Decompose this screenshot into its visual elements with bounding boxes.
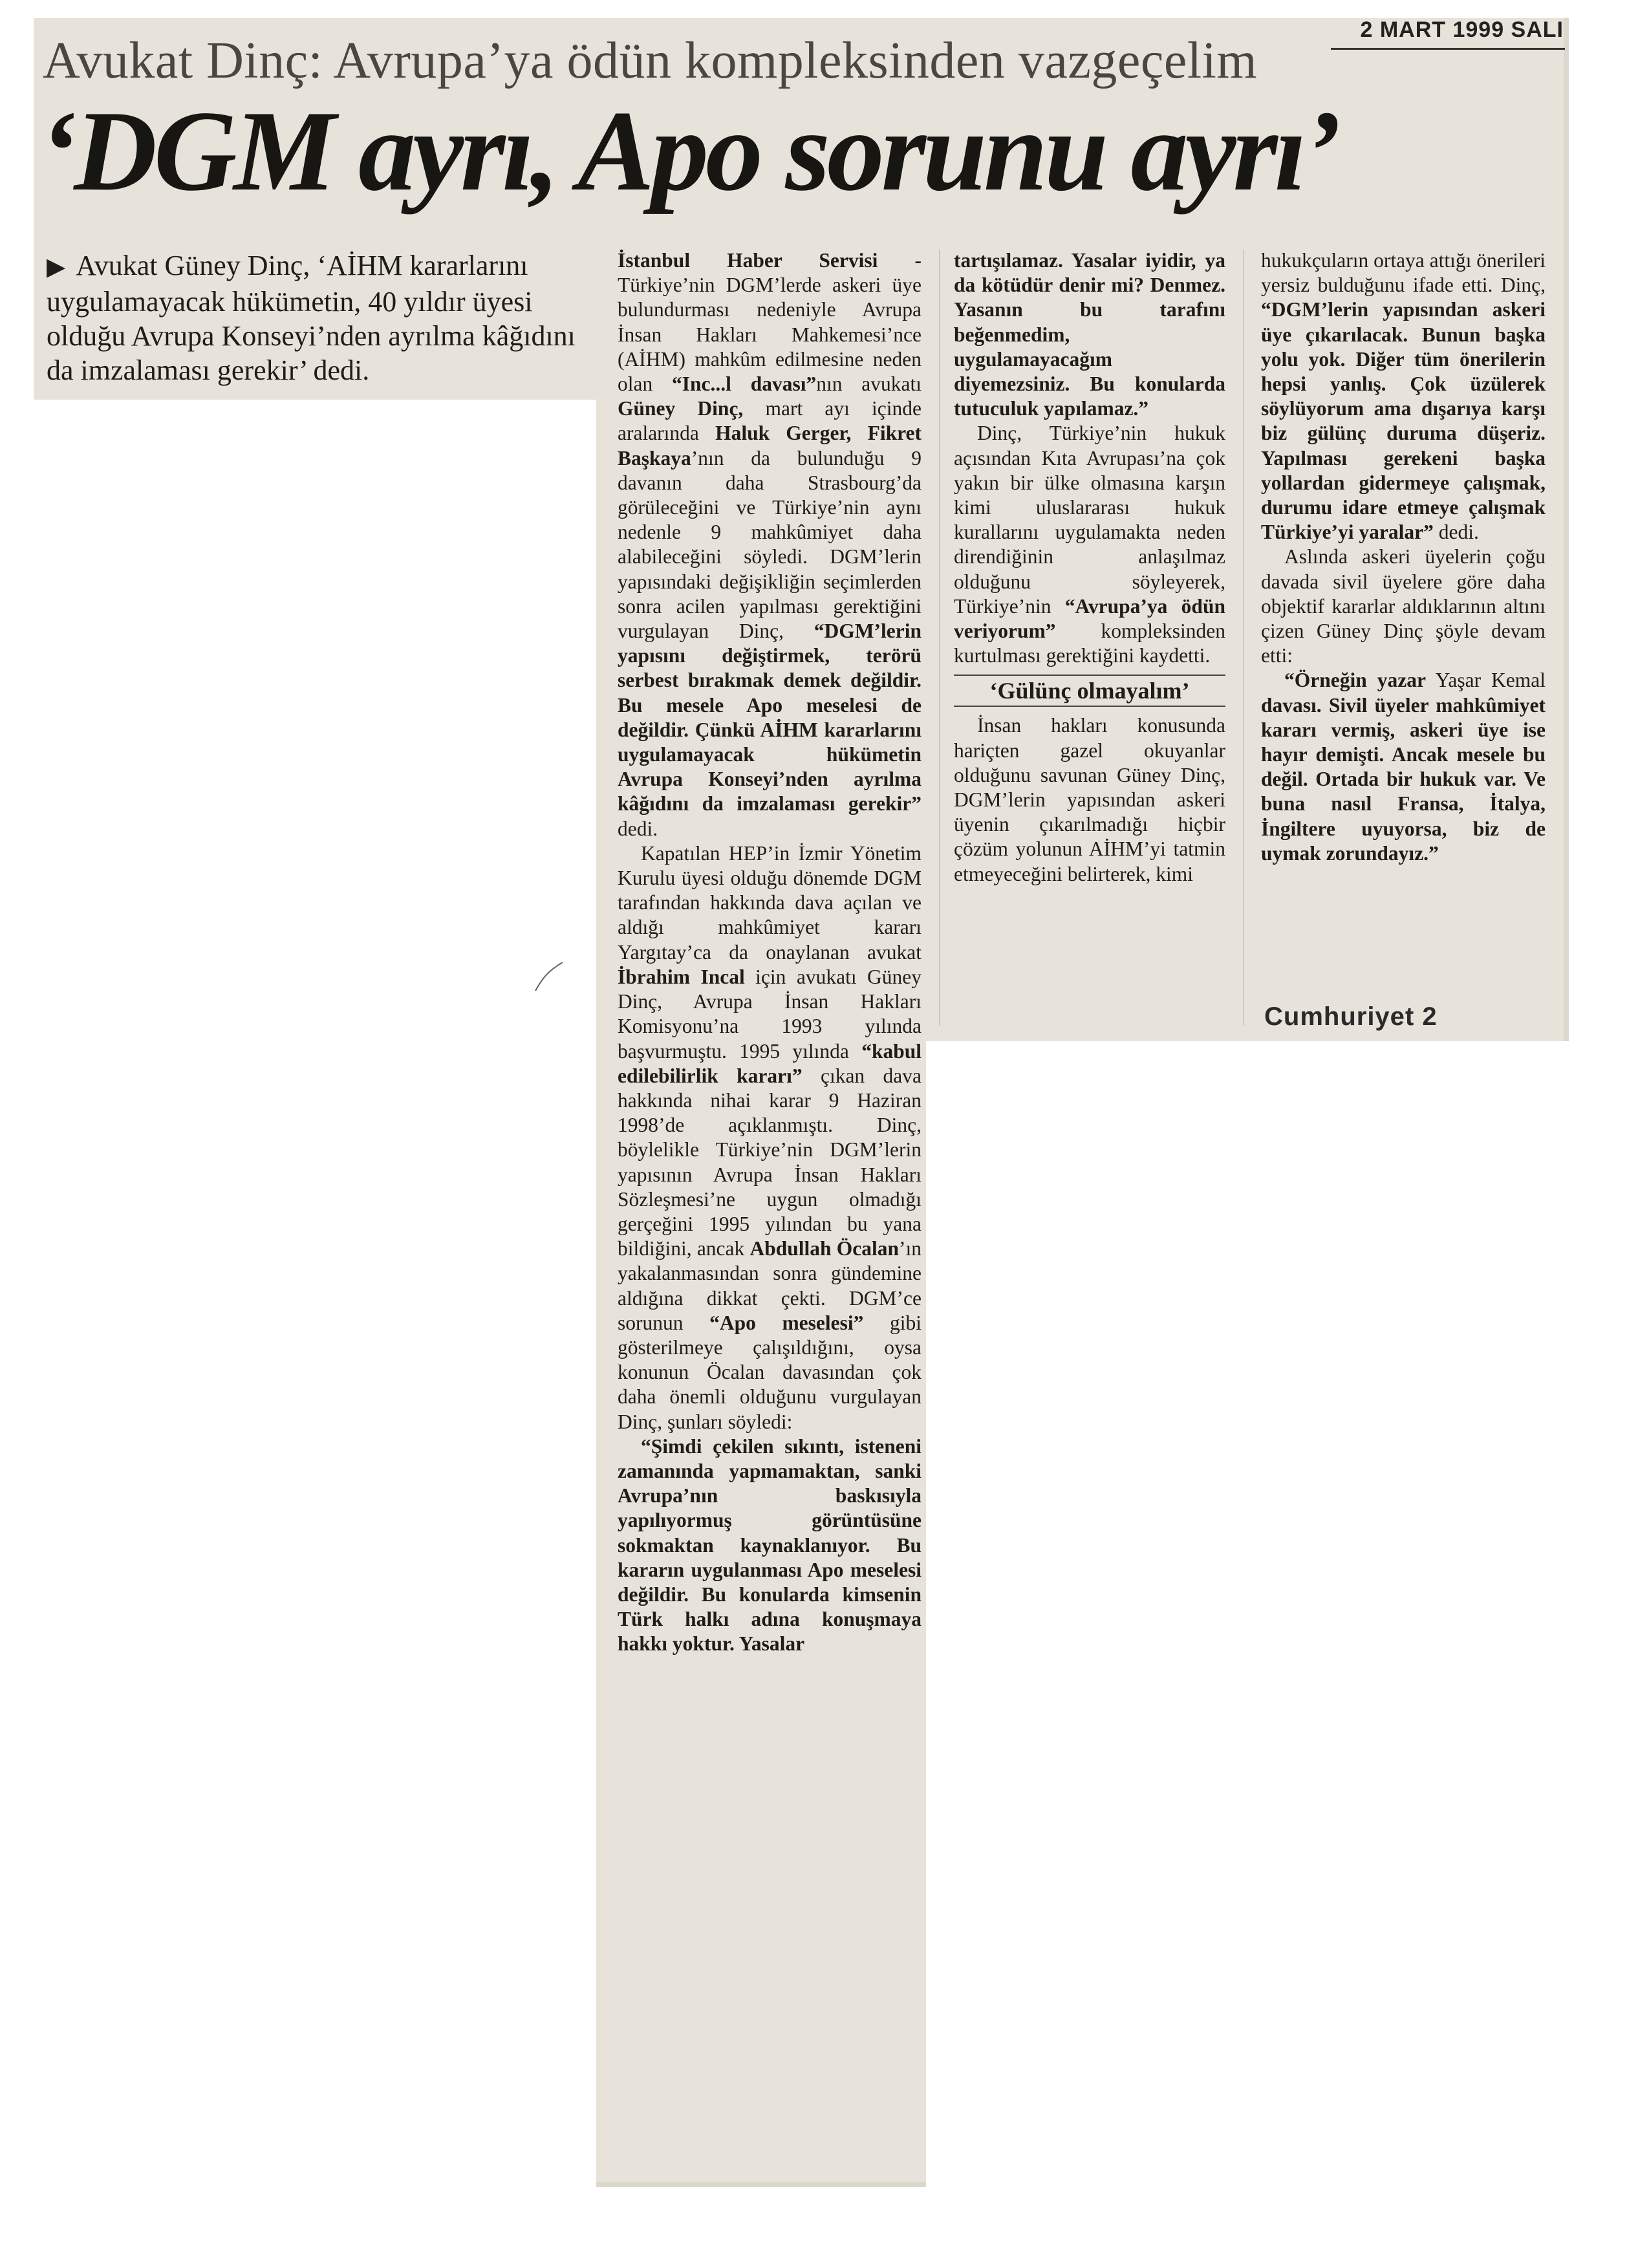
column-divider xyxy=(1243,250,1244,1026)
paragraph: Kapatılan HEP’in İzmir Yönetim Kurulu üyesi olduğu dönemde DGM tarafından hakkında dava açılan ve aldığı mahkûmiyet kararı Yargıtay’ca da onaylanan avukat İbrahim Incal için avukatı Güney Dinç, Avrupa İnsan Hakları Komisyonu’na 1993 yılında başvurmuştu. 1995 yılında “kabul edilebilirlik kararı” çıkan dava hakkında nihai karar 9 Haziran 1998’de açıklanmıştı. Dinç, böylelikle Türkiye’nin DGM’lerin yapısının Avrupa İnsan Hakları Sözleşmesi’ne uygun olmadığı gerçeğini 1995 yılından bu yana bildiğini, ancak Abdullah Öcalan’ın yakalanmasından sonra gündemine aldığına dikkat çekti. DGM’ce sorunun “Apo meselesi” gibi gösterilmeye çalışıldığını, oysa konunun Öcalan davasından çok daha önemli olduğunu vurgulayan Dinç, şunları söyledi: xyxy=(618,841,922,1433)
clipping-bottom-edge xyxy=(596,2182,926,2187)
paragraph: İnsan hakları konusunda hariçten gazel okuyanlar olduğunu savunan Güney Dinç, DGM’lerin yapısından askeri üyenin çıkarılmadığı hiçbir çözüm yolunun AİHM’yi tatmin etmeyeceğini belirterek, kimi xyxy=(954,714,1225,885)
article-column-1 xyxy=(618,248,921,1657)
pen-mark xyxy=(530,957,569,996)
arrow-right-icon: ▶ xyxy=(47,254,66,281)
paragraph: tartışılamaz. Yasalar iyidir, ya da kötüdür denir mi? Denmez. Yasanın bu tarafını beğenmedim, uygulamayacağım diyemezsiniz. Bu konularda tutuculuk yapılamaz.” xyxy=(954,249,1225,420)
column-divider xyxy=(939,250,940,1026)
article-column-2 xyxy=(954,248,1225,887)
dateline: 2 MART 1999 SALI xyxy=(1360,17,1564,42)
paragraph: “Örneğin yazar Yaşar Kemal davası. Sivil üyeler mahkûmiyet kararı vermiş, askeri üye ise hayır demişti. Ancak mesele bu değil. Ortada bir hukuk var. Ve buna nasıl Fransa, İtalya, İngiltere uyuyorsa, biz de uymak zorundayız.” xyxy=(1261,669,1546,865)
subheading: ‘Gülünç olmayalım’ xyxy=(954,675,1225,707)
headline: ‘DGM ayrı, Apo sorunu ayrı’ xyxy=(39,87,1339,215)
deck-text: Avukat Güney Dinç, ‘AİHM kararlarını uygulamayacak hükümetin, 40 yıldır üyesi olduğu Avrupa Konseyi’nden ayrılma kâğıdını da imzalaması gerekir’ dedi. xyxy=(47,250,576,386)
paragraph: Aslında askeri üyelerin çoğu davada sivil üyelere göre daha objektif kararlar aldıklarının altını çizen Güney Dinç şöyle devam etti: xyxy=(1261,545,1546,667)
paragraph: İstanbul Haber Servisi - Türkiye’nin DGM’lerde askeri üye bulundurması nedeniyle Avrupa İnsan Hakları Mahkemesi’nce (AİHM) mahkûm edilmesine neden olan “Inc...l davası”nın avukatı Güney Dinç, mart ayı içinde aralarında Haluk Gerger, Fikret Başkaya’nın da bulunduğu 9 davanın daha Strasbourg’da görüleceğini ve Türkiye’nin aynı nedenle 9 mahkûmiyet daha alabileceğini söyledi. DGM’lerin yapısındaki değişikliğin seçimlerden sonra acilen yapılması gerektiğini vurgulayan Dinç, “DGM’lerin yapısını değiştirmek, terörü serbest bırakmak demek değildir. Bu mesele Apo meselesi de değildir. Çünkü AİHM kararlarını uygulamayacak hükümetin Avrupa Konseyi’nden ayrılma kâğıdını da imzalaması gerekir” dedi. xyxy=(618,249,922,840)
paragraph: hukukçuların ortaya attığı önerileri yersiz bulduğunu ifade etti. Dinç, “DGM’lerin yapısından askeri üye çıkarılacak. Bunun başka yolu yok. Diğer tüm önerilerin hepsi yanlış. Çok üzülerek söylüyorum ama dışarıya karşı biz gülünç duruma düşeriz. Yapılması gerekeni başka yollardan gidermeye çalışmak, durumu idare etmeye çalışmak Türkiye’yi yaralar” dedi. xyxy=(1261,249,1546,544)
kicker: Avukat Dinç: Avrupa’ya ödün kompleksinden vazgeçelim xyxy=(43,32,1258,89)
paragraph: Dinç, Türkiye’nin hukuk açısından Kıta Avrupası’na çok yakın bir ülke olmasına karşın kimi uluslararası hukuk kurallarını uygulamakta neden direndiğinin anlaşılmaz olduğunu söyleyerek, Türkiye’nin “Avrupa’ya ödün veriyorum” kompleksinden kurtulması gerektiğini kaydetti. xyxy=(954,422,1225,667)
paragraph: “Şimdi çekilen sıkıntı, isteneni zamanında yapmamaktan, sanki Avrupa’nın baskısıyla yapılıyormuş görüntüsüne sokmaktan kaynaklanıyor. Bu kararın uygulanması Apo meselesi değildir. Bu konularda kimsenin Türk halkı adına konuşmaya hakkı yoktur. Yasalar xyxy=(618,1434,921,1656)
deck xyxy=(47,248,577,387)
source-stamp: Cumhuriyet 2 xyxy=(1264,1002,1438,1031)
article-column-3 xyxy=(1261,248,1546,866)
